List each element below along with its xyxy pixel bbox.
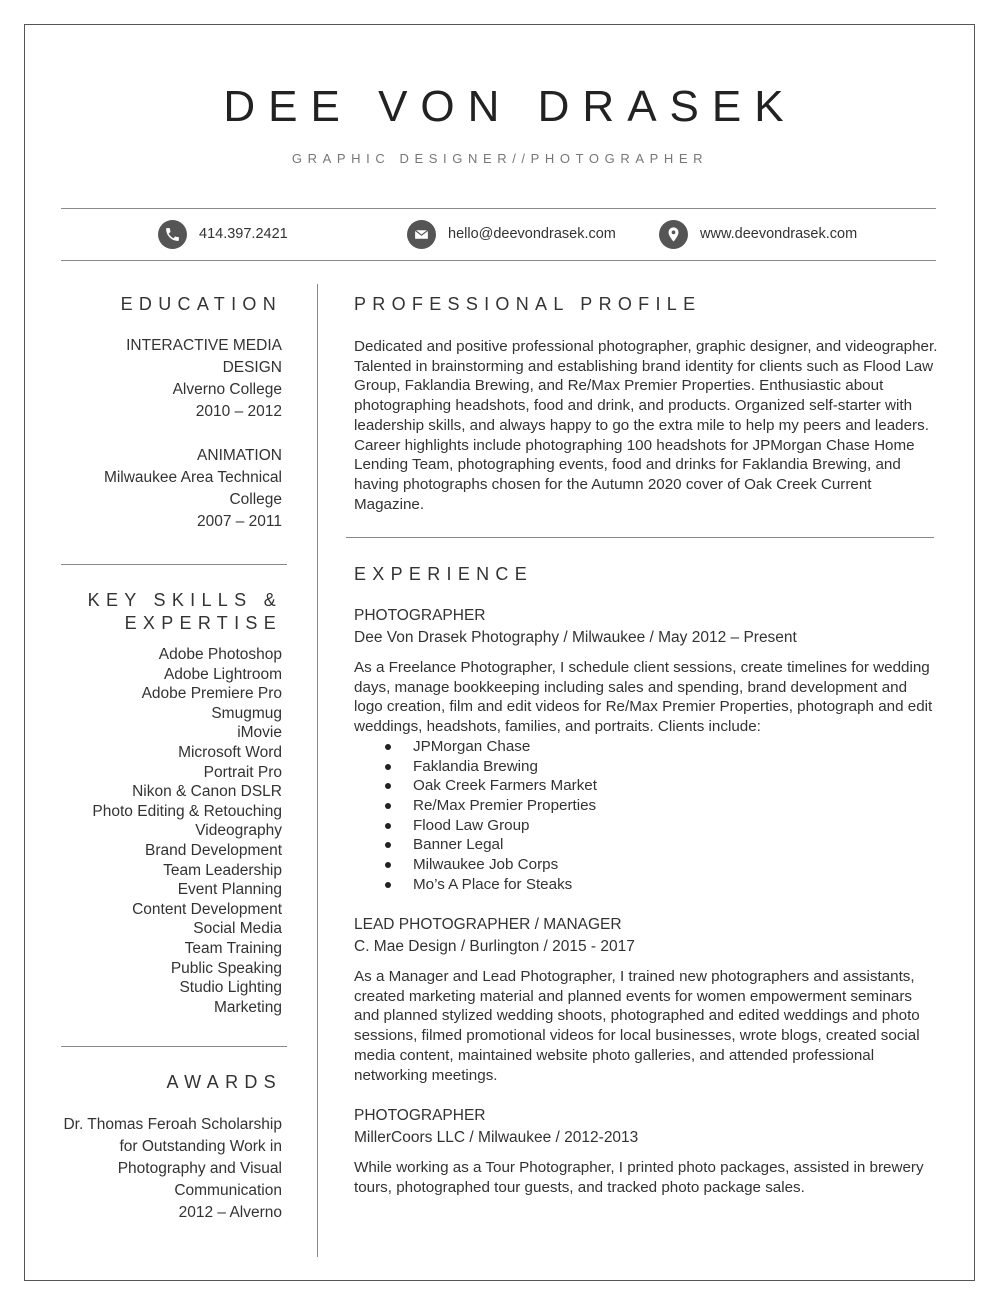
- phone-icon: [158, 220, 187, 249]
- skill-item: Portrait Pro: [203, 763, 282, 781]
- divider-top: [61, 208, 936, 209]
- contact-phone: [158, 219, 288, 249]
- award-name: Dr. Thomas Feroah Scholarship: [63, 1116, 282, 1133]
- job-description: As a Freelance Photographer, I schedule client sessions, create timelines for wedding days, manage bookkeeping including sales and spending, brand development and logo creation, film and edit videos for Re/Max Premier Properties, photograph and edit weddings, headshots, families, and portraits. Clients include:: [354, 659, 933, 736]
- client-item: JPMorgan Chase: [354, 737, 939, 757]
- skill-item: Event Planning: [177, 881, 282, 899]
- education-item: [104, 335, 282, 423]
- job-title: PHOTOGRAPHER: [354, 1107, 486, 1124]
- award-name-cont: for Outstanding Work in: [119, 1138, 282, 1155]
- resume-name: DEE VON DRASEK: [223, 82, 797, 131]
- job-title: LEAD PHOTOGRAPHER / MANAGER: [354, 916, 622, 933]
- school-name: Alverno College: [172, 381, 282, 398]
- profile-text: Dedicated and positive professional photographer, graphic designer, and videographer. Talented in brainstorming and establishing brand identity for clients such as Flood Law Group, Faklandia Brewing, and Re/Max Premier Properties. Enthusiastic about photographing headshots, food and drink, and products. Organized self-starter with leadership skills, and always happy to go the extra mile to help my peers and leaders. Career highlights include photographing 100 headshots for JPMorgan Chase Home Lending Team, photographing events, food and drinks for Faklandia Brewing, and having photographs chosen for the Autumn 2020 cover of Oak Creek Current Magazine.: [354, 338, 938, 513]
- degree-name: ANIMATION: [197, 447, 282, 464]
- award-date: 2012 – Alverno: [178, 1204, 282, 1221]
- skill-item: Videography: [195, 822, 282, 840]
- job-entry: [354, 605, 939, 894]
- contact-email: [407, 219, 616, 249]
- school-dates: 2010 – 2012: [195, 403, 282, 420]
- client-item: Oak Creek Farmers Market: [354, 776, 939, 796]
- award-name-cont: Communication: [174, 1182, 282, 1199]
- job-meta: Dee Von Drasek Photography / Milwaukee / May 2012 – Present: [354, 629, 797, 646]
- divider-experience: [346, 537, 934, 538]
- skills-heading: [88, 589, 282, 635]
- clients-list: [354, 737, 939, 895]
- skill-item: Content Development: [132, 900, 282, 918]
- profile-heading: PROFESSIONAL PROFILE: [354, 294, 702, 314]
- email-address[interactable]: hello@deevondrasek.com: [448, 226, 616, 242]
- client-item: Milwaukee Job Corps: [354, 855, 939, 875]
- skill-item: Nikon & Canon DSLR: [132, 783, 282, 801]
- resume-title: GRAPHIC DESIGNER//PHOTOGRAPHER: [291, 151, 709, 166]
- job-meta: C. Mae Design / Burlington / 2015 - 2017: [354, 938, 635, 955]
- school-dates: 2007 – 2011: [196, 513, 282, 530]
- skills-list: [92, 645, 282, 1017]
- job-description: While working as a Tour Photographer, I printed photo packages, assisted in brewery tours, photographed tour guests, and tracked photo package sales.: [354, 1159, 924, 1196]
- column-divider: [317, 284, 318, 1257]
- skill-item: Studio Lighting: [179, 979, 282, 997]
- client-item: Flood Law Group: [354, 816, 939, 836]
- school-name: Milwaukee Area Technical: [103, 469, 282, 486]
- awards-heading: AWARDS: [166, 1072, 282, 1092]
- skill-item: Photo Editing & Retouching: [92, 802, 282, 820]
- contact-website: [659, 219, 857, 249]
- education-heading: EDUCATION: [120, 294, 282, 314]
- experience-heading: EXPERIENCE: [354, 564, 534, 584]
- award-name-cont: Photography and Visual: [117, 1160, 282, 1177]
- phone-number[interactable]: 414.397.2421: [199, 226, 288, 242]
- divider-contact-bottom: [61, 260, 936, 261]
- client-item: Re/Max Premier Properties: [354, 796, 939, 816]
- skills-heading-line2: EXPERTISE: [124, 613, 282, 633]
- skill-item: iMovie: [237, 724, 282, 742]
- school-name-cont: College: [229, 491, 282, 508]
- awards-list: [63, 1114, 282, 1224]
- client-item: Banner Legal: [354, 835, 939, 855]
- skill-item: Team Training: [184, 939, 282, 957]
- job-meta: MillerCoors LLC / Milwaukee / 2012-2013: [354, 1129, 639, 1146]
- map-pin-icon: [659, 220, 688, 249]
- skill-item: Microsoft Word: [178, 743, 282, 761]
- job-entry: [354, 914, 939, 1085]
- education-item: [104, 445, 282, 533]
- skill-item: Public Speaking: [170, 959, 282, 977]
- skill-item: Marketing: [213, 998, 282, 1016]
- client-item: Mo’s A Place for Steaks: [354, 875, 939, 895]
- client-item: Faklandia Brewing: [354, 757, 939, 777]
- skill-item: Social Media: [193, 920, 282, 938]
- skill-item: Smugmug: [211, 704, 282, 722]
- skills-heading-line1: KEY SKILLS &: [87, 590, 282, 610]
- job-entry: [354, 1105, 939, 1197]
- skill-item: Brand Development: [145, 841, 282, 859]
- website-url[interactable]: www.deevondrasek.com: [700, 226, 858, 242]
- job-description: As a Manager and Lead Photographer, I trained new photographers and assistants, created marketing material and planned events for women empowerment seminars and planned stylized wedding shoots, photographed and edited weddings and photo sessions, filmed promotional videos for local businesses, wrote blogs, created social media content, maintained website photo galleries, and attended professional networking meetings.: [354, 968, 920, 1084]
- skill-item: Adobe Photoshop: [158, 646, 282, 663]
- skill-item: Adobe Premiere Pro: [141, 685, 282, 703]
- envelope-icon: [407, 220, 436, 249]
- education-list: [104, 335, 282, 533]
- divider-awards: [61, 1046, 287, 1047]
- degree-name-cont: DESIGN: [222, 359, 282, 376]
- degree-name: INTERACTIVE MEDIA: [126, 337, 282, 354]
- skill-item: Team Leadership: [163, 861, 282, 879]
- skill-item: Adobe Lightroom: [163, 665, 282, 683]
- job-title: PHOTOGRAPHER: [354, 607, 486, 624]
- divider-skills: [61, 564, 287, 565]
